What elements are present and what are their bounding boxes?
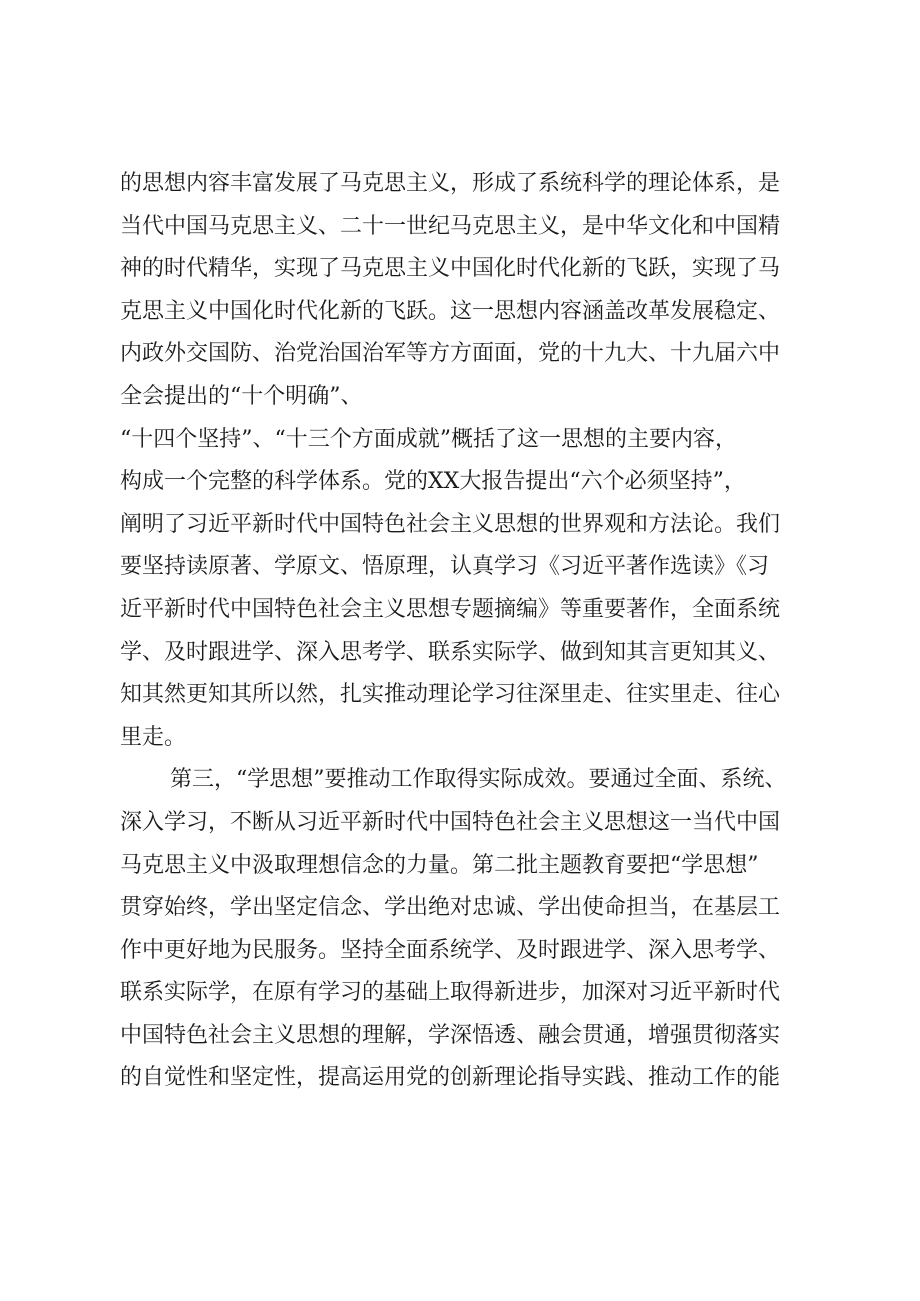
text-line: 联系实际学，在原有学习的基础上取得新进步，加深对习近平新时代 xyxy=(120,980,781,1006)
text-line: 阐明了习近平新时代中国特色社会主义思想的世界观和方法论。我们 xyxy=(120,511,781,537)
text-line: 克思主义中国化时代化新的飞跃。这一思想内容涵盖改革发展稳定、 xyxy=(120,298,781,324)
body-text xyxy=(120,163,820,1100)
text-line: 深入学习，不断从习近平新时代中国特色社会主义思想这一当代中国 xyxy=(120,809,781,835)
text-line: 的思想内容丰富发展了马克思主义，形成了系统科学的理论体系，是 xyxy=(120,171,781,196)
text-line: 内政外交国防、治党治国治军等方方面面，党的十九大、十九届六中 xyxy=(120,341,781,367)
text-line: 作中更好地为民服务。坚持全面系统学、及时跟进学、深入思考学、 xyxy=(120,937,781,963)
text-line: 的自觉性和坚定性，提高运用党的创新理论指导实践、推动工作的能 xyxy=(120,1065,781,1091)
text-line: 构成一个完整的科学体系。党的XX大报告提出“六个必须坚持”， xyxy=(120,469,746,495)
text-line: 知其然更知其所以然，扎实推动理论学习往深里走、往实里走、往心 xyxy=(120,682,781,708)
text-line: 神的时代精华，实现了马克思主义中国化时代化新的飞跃，实现了马 xyxy=(120,256,781,282)
text-line: 要坚持读原著、学原文、悟原理，认真学习《习近平著作选读》《习 xyxy=(120,554,770,580)
text-line: 近平新时代中国特色社会主义思想专题摘编》等重要著作，全面系统 xyxy=(120,596,781,622)
text-line: 学、及时跟进学、深入思考学、联系实际学、做到知其言更知其义、 xyxy=(120,639,781,665)
text-line: 中国特色社会主义思想的理解，学深悟透、融会贯通，增强贯彻落实 xyxy=(120,1022,781,1048)
text-line: “十四个坚持”、“十三个方面成就”概括了这一思想的主要内容， xyxy=(120,426,737,452)
text-line: 里走。 xyxy=(120,724,187,750)
text-line: 马克思主义中汲取理想信念的力量。第二批主题教育要把“学思想” xyxy=(120,852,759,878)
text-line: 全会提出的“十个明确”、 xyxy=(120,383,363,409)
text-line: 贯穿始终，学出坚定信念、学出绝对忠诚、学出使命担当，在基层工 xyxy=(120,895,781,921)
paragraph-start-line: 第三，“学思想”要推动工作取得实际成效。要通过全面、系统、 xyxy=(170,767,787,793)
text-line: 当代中国马克思主义、二十一世纪马克思主义，是中华文化和中国精 xyxy=(120,213,781,239)
